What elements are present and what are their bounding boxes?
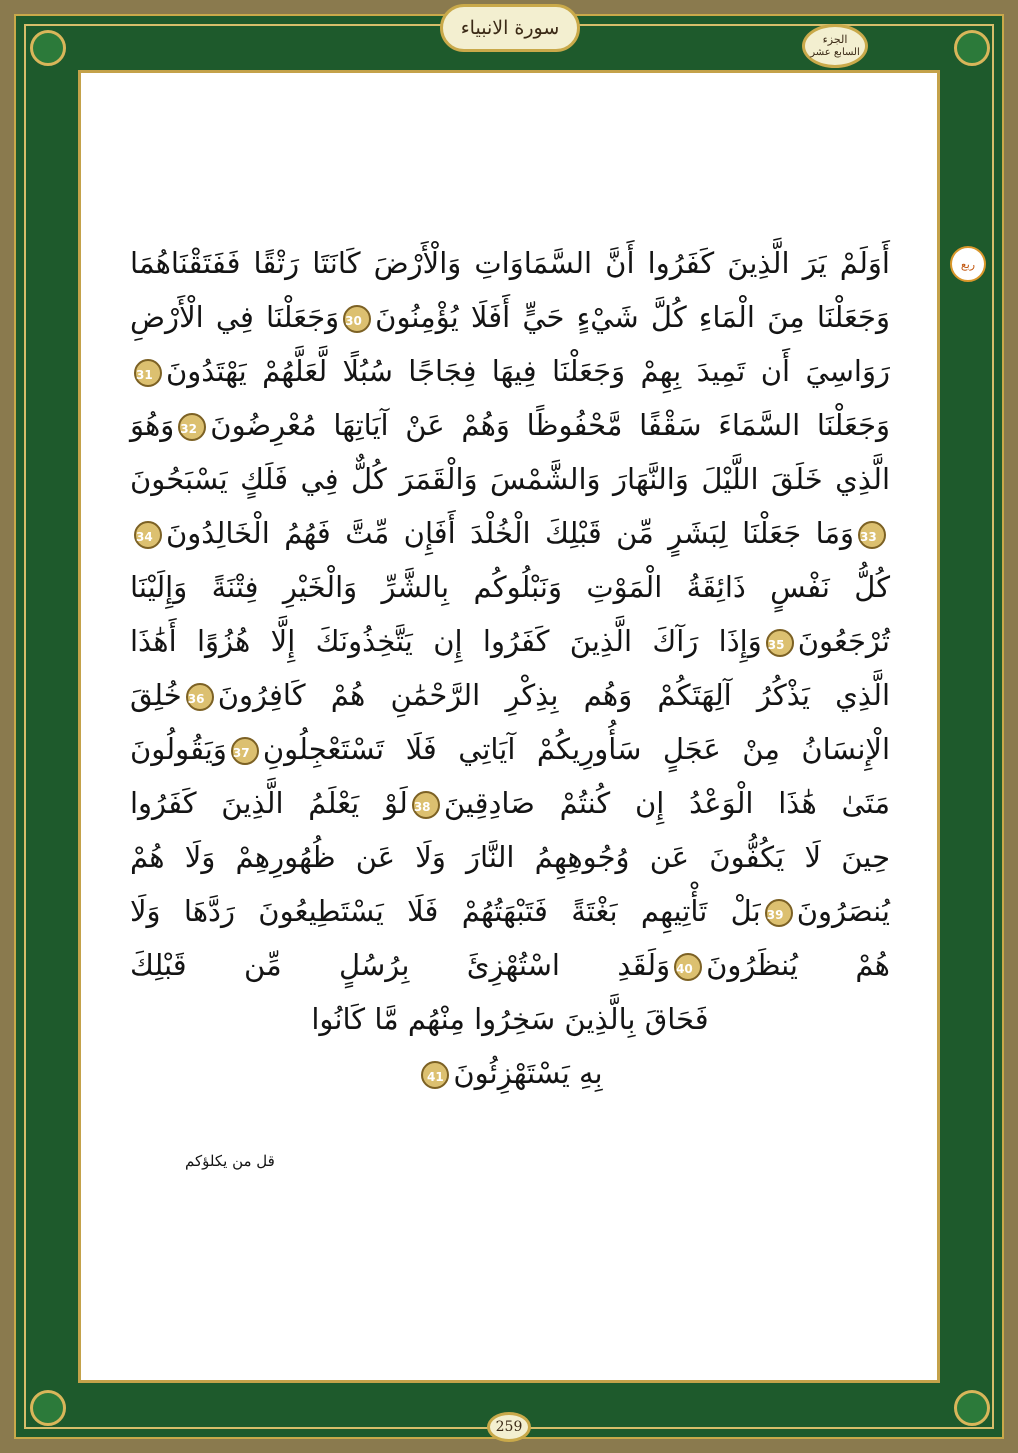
page-number-badge (487, 1412, 531, 1442)
rub-label: ربع (960, 257, 976, 271)
ayah-number-marker: 30 (343, 305, 371, 333)
ayah-number-marker: 36 (186, 683, 214, 711)
text-line-14: هُمْ يُنظَرُونَ40وَلَقَدِ اسْتُهْزِئَ بِرُسُلٍ مِّن قَبْلِكَ (130, 948, 890, 982)
ayah-number-marker: 35 (766, 629, 794, 657)
ayah-number-marker: 40 (674, 953, 702, 981)
text-line-10: الْإِنسَانُ مِنْ عَجَلٍ سَأُورِيكُمْ آيَاتِي فَلَا تَسْتَعْجِلُونِ37وَيَقُولُونَ (130, 732, 890, 766)
text-line-3: رَوَاسِيَ أَن تَمِيدَ بِهِمْ وَجَعَلْنَا فِيهَا فِجَاجًا سُبُلًا لَّعَلَّهُمْ يَهْتَدُونَ31 (136, 354, 890, 388)
page-number: 259 (495, 1419, 523, 1435)
text-line-4: وَجَعَلْنَا السَّمَاءَ سَقْفًا مَّحْفُوظًا وَهُمْ عَنْ آيَاتِهَا مُعْرِضُونَ32وَهُوَ (130, 408, 890, 442)
ayah-number-marker: 37 (231, 737, 259, 765)
juz-label: الجزء (822, 33, 848, 47)
quran-text (130, 236, 890, 1100)
ayah-number-marker: 41 (421, 1061, 449, 1089)
juz-badge (802, 24, 868, 68)
ayah-number-marker: 34 (134, 521, 162, 549)
ayah-number-marker: 33 (858, 521, 886, 549)
surah-name: سورة الانبياء (460, 17, 560, 39)
text-line-1: أَوَلَمْ يَرَ الَّذِينَ كَفَرُوا أَنَّ السَّمَاوَاتِ وَالْأَرْضَ كَانَتَا رَتْقًا فَفَتَقْنَاهُمَا (130, 246, 890, 280)
corner-ornament-icon (30, 1390, 66, 1426)
text-line-2: وَجَعَلْنَا مِنَ الْمَاءِ كُلَّ شَيْءٍ حَيٍّ أَفَلَا يُؤْمِنُونَ30وَجَعَلْنَا فِي الْأَرْضِ (130, 300, 890, 334)
text-line-8: تُرْجَعُونَ35وَإِذَا رَآكَ الَّذِينَ كَفَرُوا إِن يَتَّخِذُونَكَ إِلَّا هُزُوًا أَهَٰذَا (130, 624, 890, 658)
text-line-9: الَّذِي يَذْكُرُ آلِهَتَكُمْ وَهُم بِذِكْرِ الرَّحْمَٰنِ هُمْ كَافِرُونَ36خُلِقَ (130, 678, 890, 712)
ayah-number-marker: 38 (412, 791, 440, 819)
ayah-number-marker: 31 (134, 359, 162, 387)
juz-number: السابع عشر (810, 46, 860, 58)
text-line-13: يُنصَرُونَ39بَلْ تَأْتِيهِم بَغْتَةً فَتَبْهَتُهُمْ فَلَا يَسْتَطِيعُونَ رَدَّهَا وَلَا (130, 894, 890, 928)
text-line-5: الَّذِي خَلَقَ اللَّيْلَ وَالنَّهَارَ وَالشَّمْسَ وَالْقَمَرَ كُلٌّ فِي فَلَكٍ يَسْبَحُونَ (130, 462, 890, 496)
corner-ornament-icon (30, 30, 66, 66)
text-line-12: حِينَ لَا يَكُفُّونَ عَن وُجُوهِهِمُ النَّارَ وَلَا عَن ظُهُورِهِمْ وَلَا هُمْ (130, 840, 890, 874)
corner-ornament-icon (954, 30, 990, 66)
text-line-15: فَحَاقَ بِالَّذِينَ سَخِرُوا مِنْهُم مَّا كَانُوا (311, 1002, 709, 1036)
ayah-number-marker: 32 (178, 413, 206, 441)
catchword: قل من يكلؤكم (185, 1152, 275, 1170)
text-line-7: كُلُّ نَفْسٍ ذَائِقَةُ الْمَوْتِ وَنَبْلُوكُم بِالشَّرِّ وَالْخَيْرِ فِتْنَةً وَإِلَيْنَا (130, 570, 890, 604)
text-line-16: بِهِ يَسْتَهْزِئُونَ41 (130, 1046, 890, 1100)
text-line-11: مَتَىٰ هَٰذَا الْوَعْدُ إِن كُنتُمْ صَادِقِينَ38لَوْ يَعْلَمُ الَّذِينَ كَفَرُوا (130, 786, 890, 820)
corner-ornament-icon (954, 1390, 990, 1426)
rub-hizb-marker (950, 246, 986, 282)
text-line-6: 33وَمَا جَعَلْنَا لِبَشَرٍ مِّن قَبْلِكَ الْخُلْدَ أَفَإِن مِّتَّ فَهُمُ الْخَالِدُونَ34 (130, 506, 890, 560)
ayah-number-marker: 39 (765, 899, 793, 927)
surah-name-badge (440, 4, 580, 52)
